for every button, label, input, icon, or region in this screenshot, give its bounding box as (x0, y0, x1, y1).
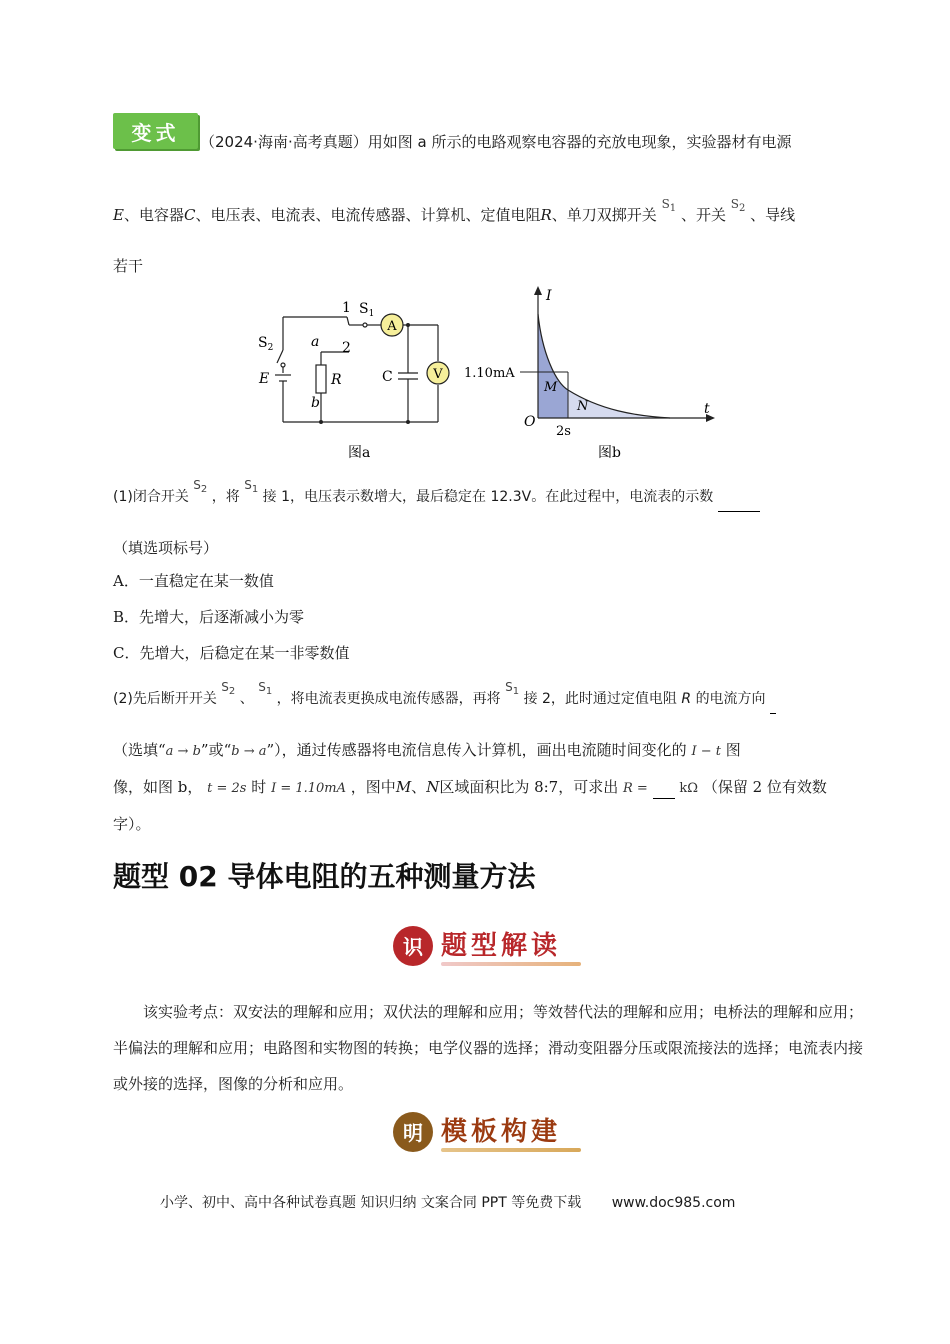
time-label: 2s (556, 424, 571, 439)
seal-icon: 明 (393, 1112, 433, 1152)
text: （选填“ (113, 741, 166, 759)
answer-blank-2[interactable] (770, 697, 776, 714)
banner-title: 模板构建 (441, 1117, 562, 1147)
text: ，将 (211, 489, 240, 505)
symbol-S2: $S_2$ (221, 680, 236, 697)
q1-option-b: B．先增大，后逐渐减小为零 (113, 608, 305, 626)
q1-option-a: A．一直稳定在某一数值 (113, 572, 274, 590)
var-N: N (426, 778, 440, 796)
terminal-1: 1 (342, 300, 351, 316)
axis-I-label: I (546, 288, 552, 304)
seal-icon: 识 (393, 926, 433, 966)
var-M: M (395, 778, 412, 796)
resistor-label: R (331, 372, 342, 388)
text: 、电压表、电流表、电流传感器、计算机、定值电阻 (195, 206, 541, 224)
exercise-line2 (113, 197, 796, 231)
current-time-graph (460, 282, 720, 467)
banner-underline (441, 962, 581, 966)
var-R: R (681, 691, 692, 707)
var-C: C (183, 206, 196, 224)
footer-link[interactable]: www.doc985.com (611, 1195, 736, 1211)
text: 、单刀双掷开关 (551, 206, 657, 224)
figure-a-caption: 图a (348, 445, 371, 461)
axis-t-label: t (704, 401, 710, 417)
resistance-equation: R = (623, 781, 648, 796)
capacitor-label: C (382, 369, 393, 385)
region-M-fill (538, 314, 568, 418)
option-b-to-a: b → a (231, 744, 267, 759)
q1-option-c: C．先增大，后稳定在某一非零数值 (113, 644, 350, 662)
symbol-S1: $S_1$ (244, 478, 259, 495)
banner-question-type (393, 925, 581, 966)
q1-hint: （填选项标号） (113, 539, 219, 557)
question-2-line3 (113, 777, 827, 799)
current-label: 1.10mA (464, 366, 515, 381)
text: 的电流方向 (695, 691, 766, 707)
var-R: R (540, 206, 552, 224)
text: 区域面积比为 8:7，可求出 (439, 778, 619, 796)
terminal-2: 2 (342, 340, 351, 356)
text: ，将电流表更换成电流传感器，再将 (276, 691, 501, 707)
region-N-label: N (577, 399, 589, 414)
footer (160, 1192, 735, 1212)
banner-title-wrap (433, 1111, 581, 1152)
question-1 (113, 478, 760, 512)
option-a-to-b: a → b (165, 744, 201, 759)
node-a: a (311, 334, 320, 350)
section-heading: 题型 02 导体电阻的五种测量方法 (113, 860, 536, 893)
text: ，图中 (350, 778, 396, 796)
exercise-line3: 若干 (113, 257, 144, 275)
banner-title-wrap (433, 925, 581, 966)
text: 时 (251, 778, 267, 796)
question-2-line2 (113, 740, 741, 762)
answer-blank-3[interactable] (653, 782, 675, 799)
text: 图 (725, 741, 741, 759)
banner-underline (441, 1148, 581, 1152)
section-paragraph: 该实验考点：双安法的理解和应用；双伏法的理解和应用；等效替代法的理解和应用；电桥法的理解和应用；半偏法的理解和应用；电路图和实物图的转换；电学仪器的选择；滑动变阻器分压或限流接法的选择；电流表内接或外接的选择，图像的分析和应用。 (113, 1003, 864, 1093)
text: 、电容器 (123, 206, 184, 224)
region-M-label: M (544, 380, 558, 395)
node-b: b (311, 395, 320, 411)
question-2-line1 (113, 680, 776, 714)
text: （保留 2 位有效数 (702, 778, 827, 796)
text: (2)先后断开开关 (113, 691, 217, 707)
symbol-S1: $S_1$ (258, 680, 273, 697)
symbol-S1: $S_1$ (505, 680, 520, 697)
text: 、 (239, 691, 254, 707)
symbol-S2: $S_2$ (193, 478, 208, 495)
text: 像，如图 b， (113, 778, 203, 796)
exercise-tag: 变式 (113, 113, 198, 149)
text: 、开关 (680, 206, 726, 224)
text: ”），通过传感器将电流信息传入计算机，画出电流随时间变化的 (266, 741, 687, 759)
var-E: E (113, 206, 124, 224)
text: 接 2，此时通过定值电阻 (523, 691, 677, 707)
text: (1)闭合开关 (113, 489, 189, 505)
text: ”或“ (200, 741, 232, 759)
circuit-diagram (245, 295, 465, 465)
text: 、导线 (750, 206, 796, 224)
i-t-symbol: I − t (691, 744, 721, 759)
switch-S2-label: $S_2$ (258, 335, 274, 353)
ammeter-label: A (387, 319, 397, 334)
time-equation: t = 2s (207, 781, 247, 796)
current-equation: I = 1.10mA (271, 781, 347, 796)
question-2-line4: 字）。 (113, 815, 151, 833)
symbol-S1: S1 (661, 197, 677, 214)
unit-kohm: kΩ (679, 781, 699, 796)
figure-b-caption: 图b (598, 445, 621, 461)
battery-label: E (259, 371, 270, 387)
symbol-S2: S2 (730, 197, 746, 214)
text: 、 (411, 778, 427, 796)
origin-label: O (524, 414, 536, 430)
banner-template (393, 1111, 581, 1152)
banner-title: 题型解读 (441, 931, 562, 961)
answer-blank-1[interactable] (718, 495, 760, 512)
footer-text: 小学、初中、高中各种试卷真题 知识归纳 文案合同 PPT 等免费下载 (160, 1195, 582, 1211)
switch-S1-label: $S_1$ (359, 301, 375, 319)
exercise-line1: （2024·海南·高考真题）用如图 a 所示的电路观察电容器的充放电现象，实验器材有电源 (200, 133, 792, 151)
text: 接 1，电压表示数增大，最后稳定在 12.3V。在此过程中，电流表的示数 (262, 489, 714, 505)
voltmeter-label: V (433, 367, 443, 382)
